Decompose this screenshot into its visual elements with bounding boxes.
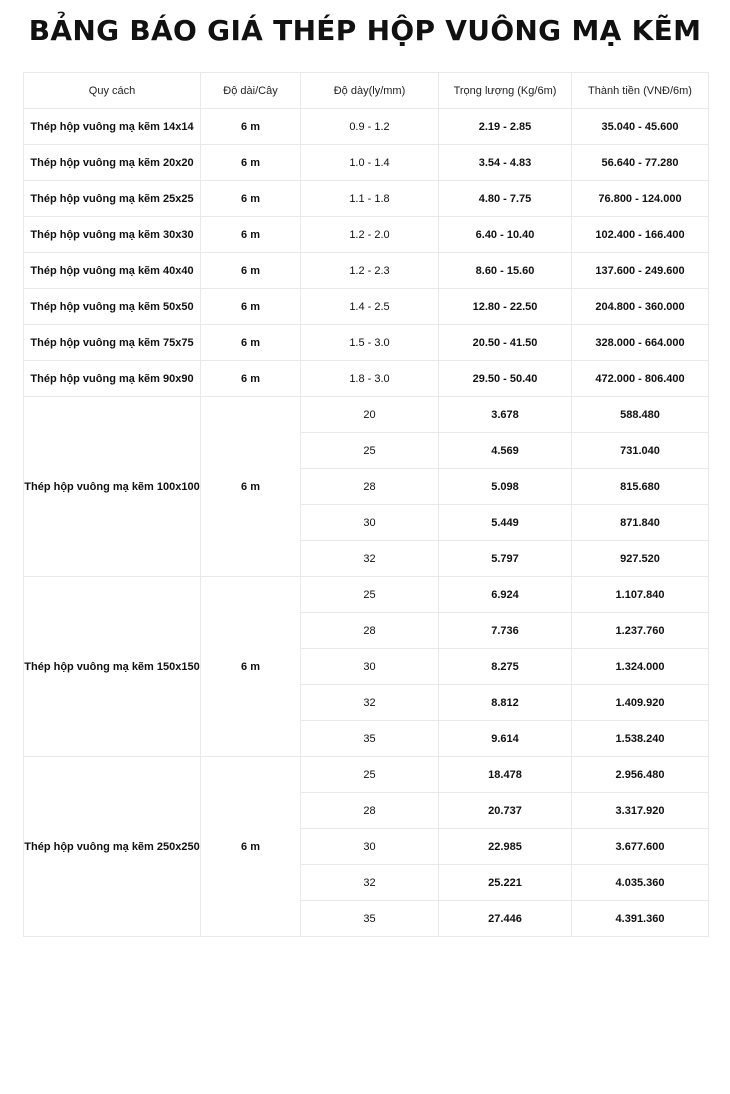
cell-spec: Thép hộp vuông mạ kẽm 20x20 [24, 145, 201, 181]
table-row [24, 325, 709, 361]
cell-thickness: 30 [301, 505, 439, 541]
header-spec: Quy cách [24, 73, 201, 109]
cell-weight: 20.737 [439, 793, 572, 829]
cell-price: 56.640 - 77.280 [572, 145, 709, 181]
cell-length: 6 m [201, 361, 301, 397]
cell-thickness: 30 [301, 829, 439, 865]
cell-weight: 27.446 [439, 901, 572, 937]
cell-spec: Thép hộp vuông mạ kẽm 14x14 [24, 109, 201, 145]
cell-weight: 22.985 [439, 829, 572, 865]
cell-spec: Thép hộp vuông mạ kẽm 250x250 [24, 757, 201, 937]
cell-thickness: 28 [301, 793, 439, 829]
cell-weight: 9.614 [439, 721, 572, 757]
cell-weight: 5.449 [439, 505, 572, 541]
table-row [24, 217, 709, 253]
cell-price: 35.040 - 45.600 [572, 109, 709, 145]
cell-price: 1.107.840 [572, 577, 709, 613]
table-row [24, 289, 709, 325]
cell-thickness: 32 [301, 685, 439, 721]
cell-price: 76.800 - 124.000 [572, 181, 709, 217]
table-row [24, 253, 709, 289]
cell-weight: 3.54 - 4.83 [439, 145, 572, 181]
cell-length: 6 m [201, 397, 301, 577]
table-row [24, 145, 709, 181]
cell-length: 6 m [201, 757, 301, 937]
cell-length: 6 m [201, 325, 301, 361]
cell-thickness: 25 [301, 433, 439, 469]
cell-thickness: 1.1 - 1.8 [301, 181, 439, 217]
cell-weight: 6.40 - 10.40 [439, 217, 572, 253]
cell-thickness: 1.2 - 2.3 [301, 253, 439, 289]
cell-price: 871.840 [572, 505, 709, 541]
cell-price: 472.000 - 806.400 [572, 361, 709, 397]
cell-thickness: 35 [301, 901, 439, 937]
cell-price: 1.409.920 [572, 685, 709, 721]
cell-weight: 29.50 - 50.40 [439, 361, 572, 397]
cell-thickness: 25 [301, 757, 439, 793]
cell-weight: 3.678 [439, 397, 572, 433]
cell-price: 1.237.760 [572, 613, 709, 649]
cell-price: 137.600 - 249.600 [572, 253, 709, 289]
cell-price: 4.391.360 [572, 901, 709, 937]
cell-price: 588.480 [572, 397, 709, 433]
cell-spec: Thép hộp vuông mạ kẽm 75x75 [24, 325, 201, 361]
cell-weight: 12.80 - 22.50 [439, 289, 572, 325]
cell-spec: Thép hộp vuông mạ kẽm 25x25 [24, 181, 201, 217]
cell-weight: 2.19 - 2.85 [439, 109, 572, 145]
cell-price: 2.956.480 [572, 757, 709, 793]
cell-thickness: 1.5 - 3.0 [301, 325, 439, 361]
cell-spec: Thép hộp vuông mạ kẽm 150x150 [24, 577, 201, 757]
cell-length: 6 m [201, 253, 301, 289]
cell-thickness: 1.4 - 2.5 [301, 289, 439, 325]
cell-price: 4.035.360 [572, 865, 709, 901]
page-title: BẢNG BÁO GIÁ THÉP HỘP VUÔNG MẠ KẼM [28, 14, 702, 47]
cell-thickness: 32 [301, 865, 439, 901]
table-row [24, 361, 709, 397]
cell-thickness: 32 [301, 541, 439, 577]
cell-spec: Thép hộp vuông mạ kẽm 40x40 [24, 253, 201, 289]
cell-length: 6 m [201, 577, 301, 757]
cell-weight: 6.924 [439, 577, 572, 613]
cell-weight: 7.736 [439, 613, 572, 649]
cell-price: 927.520 [572, 541, 709, 577]
header-price: Thành tiền (VNĐ/6m) [572, 73, 709, 109]
cell-length: 6 m [201, 181, 301, 217]
cell-price: 204.800 - 360.000 [572, 289, 709, 325]
table-row [24, 109, 709, 145]
cell-thickness: 25 [301, 577, 439, 613]
cell-price: 102.400 - 166.400 [572, 217, 709, 253]
cell-price: 1.538.240 [572, 721, 709, 757]
cell-price: 328.000 - 664.000 [572, 325, 709, 361]
cell-thickness: 1.0 - 1.4 [301, 145, 439, 181]
cell-spec: Thép hộp vuông mạ kẽm 50x50 [24, 289, 201, 325]
cell-weight: 4.569 [439, 433, 572, 469]
cell-weight: 18.478 [439, 757, 572, 793]
header-length: Độ dài/Cây [201, 73, 301, 109]
cell-spec: Thép hộp vuông mạ kẽm 100x100 [24, 397, 201, 577]
cell-thickness: 35 [301, 721, 439, 757]
cell-weight: 5.797 [439, 541, 572, 577]
cell-length: 6 m [201, 217, 301, 253]
cell-thickness: 1.8 - 3.0 [301, 361, 439, 397]
cell-weight: 25.221 [439, 865, 572, 901]
table-row [24, 181, 709, 217]
table-row [24, 757, 709, 793]
cell-length: 6 m [201, 145, 301, 181]
cell-price: 1.324.000 [572, 649, 709, 685]
cell-weight: 8.60 - 15.60 [439, 253, 572, 289]
table-row [24, 397, 709, 433]
cell-thickness: 30 [301, 649, 439, 685]
cell-weight: 5.098 [439, 469, 572, 505]
cell-price: 3.677.600 [572, 829, 709, 865]
cell-weight: 4.80 - 7.75 [439, 181, 572, 217]
cell-weight: 8.275 [439, 649, 572, 685]
cell-weight: 20.50 - 41.50 [439, 325, 572, 361]
cell-weight: 8.812 [439, 685, 572, 721]
cell-price: 815.680 [572, 469, 709, 505]
header-weight: Trọng lượng (Kg/6m) [439, 73, 572, 109]
table-row [24, 577, 709, 613]
cell-length: 6 m [201, 289, 301, 325]
cell-spec: Thép hộp vuông mạ kẽm 30x30 [24, 217, 201, 253]
cell-spec: Thép hộp vuông mạ kẽm 90x90 [24, 361, 201, 397]
cell-price: 731.040 [572, 433, 709, 469]
cell-thickness: 28 [301, 613, 439, 649]
cell-length: 6 m [201, 109, 301, 145]
price-table [23, 72, 709, 937]
cell-price: 3.317.920 [572, 793, 709, 829]
cell-thickness: 20 [301, 397, 439, 433]
cell-thickness: 28 [301, 469, 439, 505]
table-header-row [24, 73, 709, 109]
cell-thickness: 1.2 - 2.0 [301, 217, 439, 253]
header-thickness: Độ dày(ly/mm) [301, 73, 439, 109]
cell-thickness: 0.9 - 1.2 [301, 109, 439, 145]
